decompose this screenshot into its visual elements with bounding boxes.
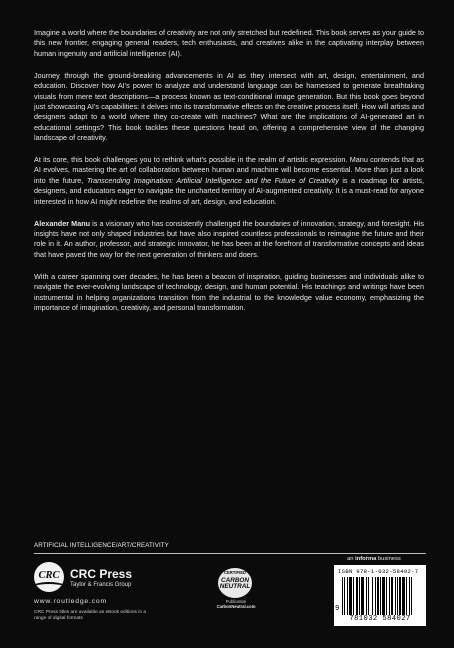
crc-press-logo-icon	[34, 562, 64, 592]
publisher-url: www.routledge.com	[34, 598, 107, 605]
book-title: Transcending Imagination: Artificial Intelligence and the Future of Creativity	[86, 175, 339, 185]
barcode-bar	[389, 577, 390, 615]
blurb-paragraph-3	[34, 155, 424, 207]
blurb-paragraph-5: With a career spanning over decades, he has been a beacon of inspiration, guiding businesses and individuals alike to navigate the ever-evolving landscape of technology, design, and human potential. His teachings and writings have been instrumental in helping organizations transition from the industrial to the knowledge value economy, emphasizing the importance of imagination, creativity, and personal transformation.	[34, 271, 424, 312]
seal-url: CarbonNeutral.com	[216, 604, 256, 609]
barcode-bar	[353, 577, 354, 615]
isbn-label: ISBN 978-1-032-58402-7	[338, 568, 419, 575]
seal-publication-text: Publication	[225, 599, 247, 604]
barcode-bar	[402, 577, 405, 615]
back-cover-blurb	[34, 28, 424, 325]
barcode-icon	[342, 577, 422, 615]
barcode-bar	[380, 577, 381, 615]
publisher-group: Taylor & Francis Group	[70, 582, 132, 588]
informa-suffix: business	[376, 556, 401, 562]
blurb-p3-text-a: At its core, this book challenges you to rethink what’s possible in the realm of artistic expression. Manu contends that as AI evolves, mastering the art of collaboration between human and machine will become essential. More than just a look into the future,	[34, 155, 424, 185]
barcode-bar	[344, 577, 345, 615]
blurb-paragraph-1: Imagine a world where the boundaries of creativity are not only stretched but redefined. This book serves as your guide to this new frontier, engaging general readers, tech enthusiasts, and creatives alike in the captivating interplay between human ingenuity and artificial intelligence (AI).	[34, 28, 424, 58]
isbn-barcode-box	[334, 565, 426, 626]
seal-carbon-neutral-text: CARBON NEUTRAL	[219, 577, 251, 591]
subject-category: ARTIFICIAL INTELLIGENCE/ART/CREATIVITY	[34, 542, 169, 549]
barcode-bar	[377, 577, 379, 615]
barcode-bar	[397, 577, 398, 615]
informa-brand: informa	[355, 556, 377, 562]
blurb-p3-text-b: is a roadmap for artists, designers, and educators eager to navigate the uncharted territory of AI-augmented creativity. It is a must-read for anyone interested in how AI might redefine the realms of art, design, and education.	[34, 175, 424, 206]
barcode-bar	[366, 577, 367, 615]
publisher-name: CRC Press	[70, 567, 133, 581]
logo-swoosh	[34, 582, 64, 592]
barcode-bar	[391, 577, 393, 615]
seal-certified-text: CERTIFIED	[223, 570, 247, 575]
barcode-bar	[386, 577, 387, 615]
ean-first-digit: 9	[335, 605, 340, 613]
barcode-bar	[372, 577, 373, 615]
ean-digits: 781032 584027	[349, 615, 411, 623]
barcode-bar	[356, 577, 358, 615]
barcode-bar	[359, 577, 360, 615]
barcode-bar	[347, 577, 348, 615]
blurb-paragraph-2: Journey through the ground-breaking advancements in AI as they intersect with art, design, entertainment, and education. Discover how AI’s power to analyze and understand language can be harnessed to generate breathtaking visuals from mere text descriptions—a process known as text-conditional image generation. But this book goes beyond just showcasing AI’s capabilities: it delves into its transformative effects on the creative process itself. How will artists and designers adapt to a world where they co-create with machines? What are the implications of AI-generated art in educational settings? This book tackles these questions head on, offering a comprehensive view of the changing landscape of creativity.	[34, 70, 424, 143]
barcode-bar	[349, 577, 352, 615]
barcode-bar	[399, 577, 401, 615]
crc-logo-text: CRC	[38, 570, 60, 581]
author-bio-text: is a visionary who has consistently challenged the boundaries of innovation, strategy, and foresight. His insights have not only shaped industries but have also inspired countless professionals to reimagine the future and their role in it. An author, professor, and strategic innovator, he has been at the forefront of transformative concepts and ideas that have paved the way for the next generation of thinkers and doers.	[34, 218, 424, 259]
barcode-bar	[375, 577, 376, 615]
barcode-bar	[411, 577, 412, 615]
author-name: Alexander Manu	[34, 218, 91, 228]
barcode-bar	[406, 577, 407, 615]
informa-business-line	[347, 556, 401, 562]
informa-prefix: an	[347, 556, 356, 562]
barcode-bar	[361, 577, 364, 615]
ebook-note: CRC Press titles are available as eBook editions in a range of digital formats	[34, 610, 146, 622]
carbon-neutral-seal	[212, 568, 260, 608]
barcode-bar	[368, 577, 369, 615]
divider	[34, 553, 426, 554]
author-bio-paragraph	[34, 219, 424, 261]
barcode-bar	[342, 577, 343, 615]
barcode-bar	[395, 577, 396, 615]
barcode-bar	[382, 577, 385, 615]
barcode-bar	[409, 577, 410, 615]
